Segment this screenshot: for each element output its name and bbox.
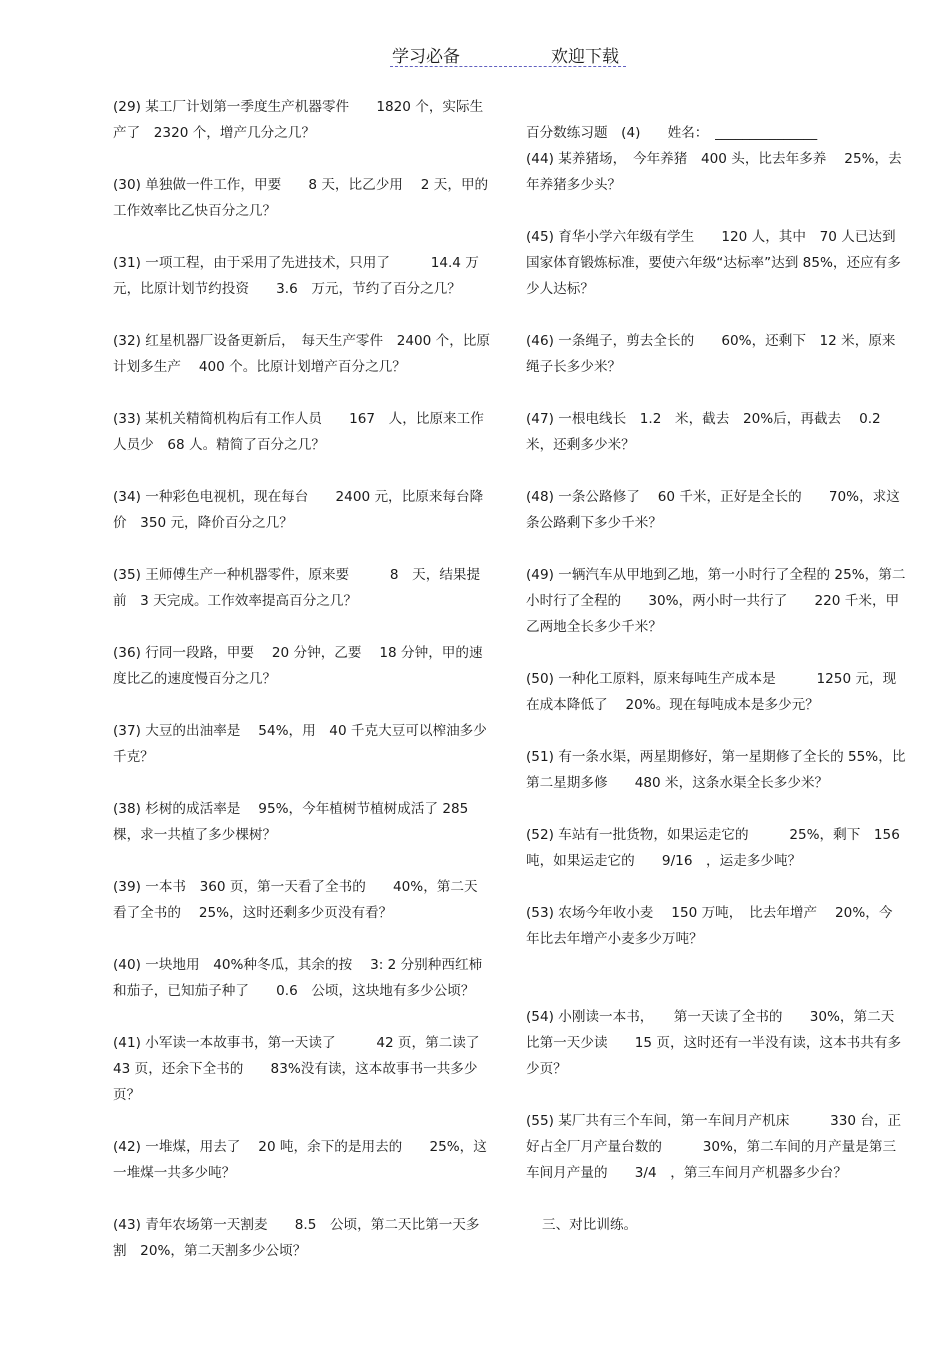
header-right-text: 欢迎下载 xyxy=(551,47,619,67)
question-42: (42) 一堆煤，用去了 20 吨，余下的是用去的 25%，这一堆煤一共多少吨？ xyxy=(113,1139,487,1181)
question-53: (53) 农场今年收小麦 150 万吨， 比去年增产 20%，今年比去年增产小麦多少万吨？ xyxy=(526,905,893,947)
question-46: (46) 一条绳子，剪去全长的 60%，还剩下 12 米，原来绳子长多少米？ xyxy=(526,333,896,375)
question-50: (50) 一种化工原料，原来每吨生产成本是 1250 元，现在成本降低了 20%。现在每吨成本是多少元？ xyxy=(526,671,897,713)
left-column xyxy=(113,94,491,1290)
question-45: (45) 育华小学六年级有学生 120 人，其中 70 人已达到国家体育锻炼标准，要使六年级“达标率”达到 85%，还应有多少人达标？ xyxy=(526,229,901,297)
question-32: (32) 红星机器厂设备更新后， 每天生产零件 2400 个，比原计划多生产 400 个。比原计划增产百分之几？ xyxy=(113,333,490,375)
section-title: 三、对比训练。 xyxy=(542,1217,638,1233)
question-54: (54) 小刚读一本书， 第一天读了全书的 30%，第二天比第一天少读 15 页，这时还有一半没有读，这本书共有多少页？ xyxy=(526,1009,902,1077)
question-47: (47) 一根电线长 1.2 米，截去 20%后，再截去 0.2 米，还剩多少米？ xyxy=(526,411,881,453)
question-34: (34) 一种彩色电视机，现在每台 2400 元，比原来每台降价 350 元，降价百分之几？ xyxy=(113,489,484,531)
question-31: (31) 一项工程，由于采用了先进技术，只用了 14.4 万元，比原计划节约投资 3.6 万元，节约了百分之几？ xyxy=(113,255,479,297)
question-40: (40) 一块地用 40%种冬瓜，其余的按 3: 2 分别种西红柿和茄子，已知茄子种了 0.6 公顷，这块地有多少公顷？ xyxy=(113,957,483,999)
exercise-title: 百分数练习题 (4) 姓名： _______________ xyxy=(526,125,818,141)
question-38: (38) 杉树的成活率是 95%，今年植树节植树成活了 285 棵，求一共植了多少棵树？ xyxy=(113,801,469,843)
question-30: (30) 单独做一件工作，甲要 8 天，比乙少用 2 天，甲的工作效率比乙快百分之几？ xyxy=(113,177,489,219)
question-52: (52) 车站有一批货物，如果运走它的 25%，剩下 156 吨，如果运走它的 9/16 ，运走多少吨？ xyxy=(526,827,900,869)
question-29: (29) 某工厂计划第一季度生产机器零件 1820 个，实际生产了 2320 个，增产几分之几？ xyxy=(113,99,484,141)
page-header xyxy=(0,42,950,72)
header-underline xyxy=(390,66,626,67)
question-51: (51) 有一条水渠，两星期修好，第一星期修了全长的 55%，比第二星期多修 480 米，这条水渠全长多少米？ xyxy=(526,749,906,791)
question-48: (48) 一条公路修了 60 千米，正好是全长的 70%，求这条公路剩下多少千米？ xyxy=(526,489,900,531)
header-left-text: 学习必备 xyxy=(392,47,460,67)
question-55: (55) 某厂共有三个车间，第一车间月产机床 330 台，正好占全厂月产量台数的 30%，第二车间的月产量是第三车间月产量的 3/4 ，第三车间月产机器多少台？ xyxy=(526,1113,902,1181)
question-44: (44) 某养猪场， 今年养猪 400 头，比去年多养 25%，去年养猪多少头？ xyxy=(526,151,902,193)
question-39: (39) 一本书 360 页，第一天看了全书的 40%，第二天看了全书的 25%，这时还剩多少页没有看？ xyxy=(113,879,478,921)
question-41: (41) 小军读一本故事书，第一天读了 42 页，第二读了 43 页，还余下全书的 83%没有读，这本故事书一共多少页？ xyxy=(113,1035,480,1103)
question-36: (36) 行同一段路，甲要 20 分钟，乙要 18 分钟，甲的速度比乙的速度慢百分之几？ xyxy=(113,645,483,687)
question-33: (33) 某机关精简机构后有工作人员 167 人，比原来工作人员少 68 人。精简了百分之几？ xyxy=(113,411,484,453)
question-43: (43) 青年农场第一天割麦 8.5 公顷，第二天比第一天多割 20%，第二天割多少公顷？ xyxy=(113,1217,480,1259)
question-37: (37) 大豆的出油率是 54%，用 40 千克大豆可以榨油多少千克？ xyxy=(113,723,487,765)
question-49: (49) 一辆汽车从甲地到乙地，第一小时行了全程的 25%，第二小时行了全程的 30%，两小时一共行了 220 千米，甲乙两地全长多少千米？ xyxy=(526,567,906,635)
question-35: (35) 王师傅生产一种机器零件，原来要 8 天，结果提前 3 天完成。工作效率提高百分之几？ xyxy=(113,567,481,609)
right-column xyxy=(526,120,906,1238)
